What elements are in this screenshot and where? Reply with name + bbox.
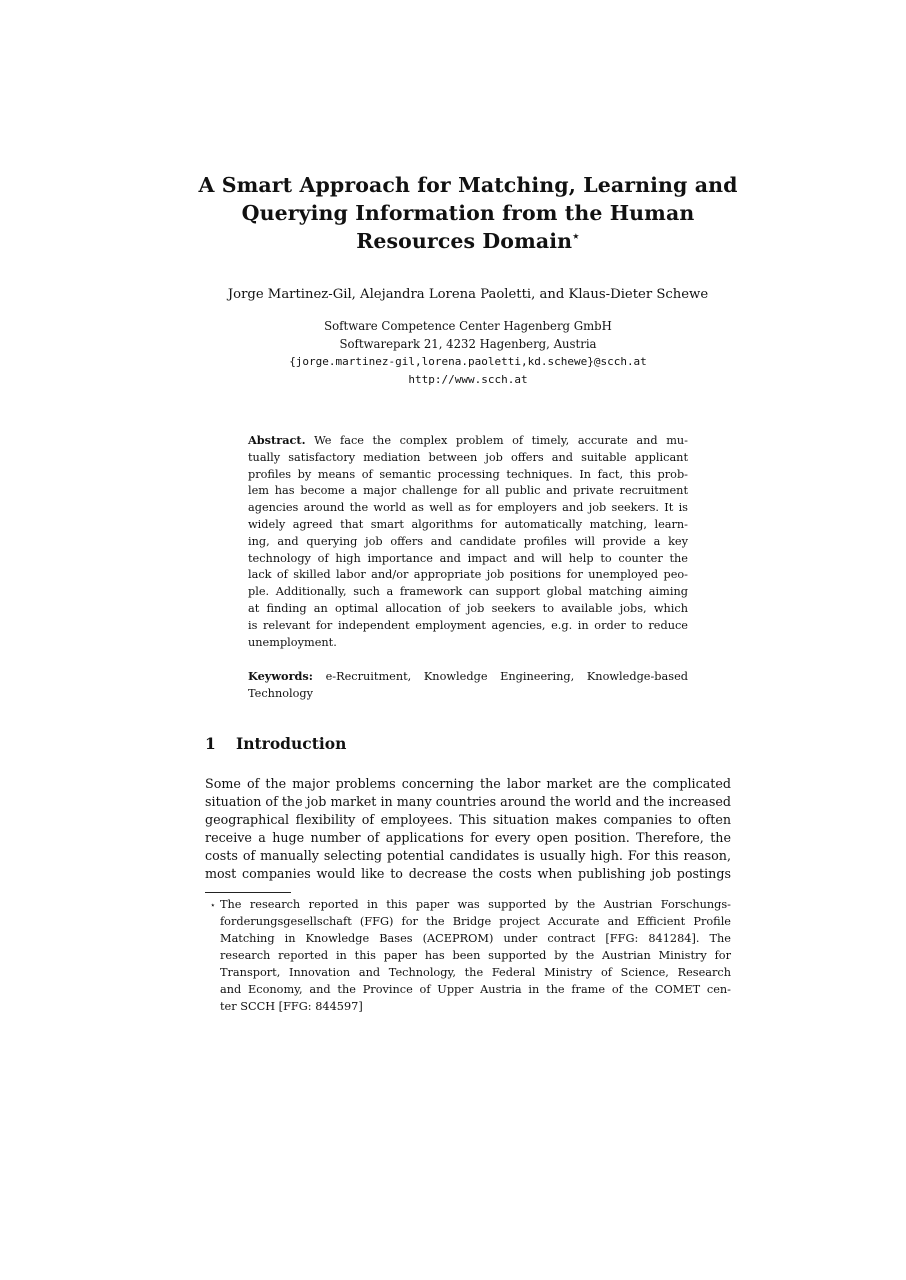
abstract-text: We face the complex problem of timely, accurate and mu- bbox=[314, 434, 689, 447]
keywords-text: e-Recruitment, Knowledge Engineering, Knowledge-based bbox=[325, 670, 688, 683]
author-list: Jorge Martinez-Gil, Alejandra Lorena Paoletti, and Klaus-Dieter Schewe bbox=[227, 287, 709, 302]
abstract-line: at finding an optimal allocation of job seekers to available jobs, which bbox=[248, 601, 688, 615]
body-line: situation of the job market in many countries around the world and the increased bbox=[205, 794, 731, 809]
abstract-label: Abstract. bbox=[248, 433, 306, 447]
footnote-line: ter SCCH [FFG: 844597] bbox=[220, 1000, 363, 1013]
keywords-label: Keywords: bbox=[248, 669, 313, 683]
title-line-last bbox=[150, 227, 786, 255]
affiliation-block bbox=[150, 318, 786, 388]
abstract-line: lack of skilled labor and/or appropriate job positions for unemployed peo- bbox=[248, 568, 688, 582]
keywords-line: Technology bbox=[248, 686, 314, 700]
section-title: Introduction bbox=[236, 734, 347, 753]
footnote-line: Matching in Knowledge Bases (ACEPROM) under contract [FFG: 841284]. The bbox=[220, 932, 731, 945]
body-line: most companies would like to decrease the costs when publishing job postings bbox=[205, 866, 731, 881]
body-paragraph bbox=[205, 775, 731, 883]
abstract-line: unemployment. bbox=[248, 635, 337, 649]
body-line: Some of the major problems concerning the labor market are the complicated bbox=[205, 776, 731, 791]
abstract-line: is relevant for independent employment agencies, e.g. in order to reduce bbox=[248, 618, 688, 632]
body-line: costs of manually selecting potential candidates is usually high. For this reason, bbox=[205, 848, 731, 863]
abstract-line: tually satisfactory mediation between job offers and suitable applicant bbox=[248, 450, 688, 464]
abstract bbox=[248, 432, 688, 651]
section-heading bbox=[205, 733, 735, 755]
title-line: Querying Information from the Human bbox=[241, 201, 695, 225]
abstract-line: widely agreed that smart algorithms for automatically matching, learn- bbox=[248, 517, 688, 531]
abstract-line: ple. Additionally, such a framework can support global matching aiming bbox=[248, 585, 688, 599]
affiliation-url[interactable]: http://www.scch.at bbox=[408, 372, 528, 386]
affiliation-emails[interactable]: {jorge.martinez-gil,lorena.paoletti,kd.schewe}@scch.at bbox=[289, 355, 647, 368]
footnote-line: Transport, Innovation and Technology, the Federal Ministry of Science, Research bbox=[220, 966, 731, 979]
abstract-line: lem has become a major challenge for all public and private recruitment bbox=[248, 484, 688, 498]
title-footnote-mark[interactable]: ⋆ bbox=[572, 229, 580, 244]
affiliation-address: Softwarepark 21, 4232 Hagenberg, Austria bbox=[339, 336, 597, 351]
title-line-text: Resources Domain bbox=[356, 229, 573, 253]
footnote-line: The research reported in this paper was supported by the Austrian Forschungs- bbox=[220, 898, 731, 911]
keywords-line bbox=[248, 668, 688, 686]
footnote-divider bbox=[205, 892, 291, 893]
body-line: geographical flexibility of employees. This situation makes companies to often bbox=[205, 812, 731, 827]
footnote-line: research reported in this paper has been supported by the Austrian Ministry for bbox=[220, 949, 731, 962]
section-number: 1 bbox=[205, 734, 216, 753]
body-line: receive a huge number of applications for every open position. Therefore, the bbox=[205, 830, 731, 845]
affiliation-org: Software Competence Center Hagenberg GmbH bbox=[324, 319, 612, 333]
abstract-line: technology of high importance and impact and will help to counter the bbox=[248, 551, 688, 565]
title-line: A Smart Approach for Matching, Learning and bbox=[198, 173, 738, 197]
abstract-line: agencies around the world as well as for employers and job seekers. It is bbox=[248, 501, 688, 515]
keywords bbox=[248, 668, 688, 703]
abstract-line: profiles by means of semantic processing techniques. In fact, this prob- bbox=[248, 467, 688, 481]
abstract-line bbox=[248, 432, 688, 450]
footnote-text bbox=[220, 896, 731, 1015]
footnote-mark: ⋆ bbox=[210, 901, 216, 911]
footnote-line: and Economy, and the Province of Upper Austria in the frame of the COMET cen- bbox=[220, 983, 731, 996]
footnote bbox=[205, 896, 731, 1015]
footnote-line: forderungsgesellschaft (FFG) for the Bridge project Accurate and Efficient Profile bbox=[220, 915, 731, 928]
abstract-line: ing, and querying job offers and candidate profiles will provide a key bbox=[248, 534, 688, 548]
paper-title bbox=[150, 171, 786, 255]
